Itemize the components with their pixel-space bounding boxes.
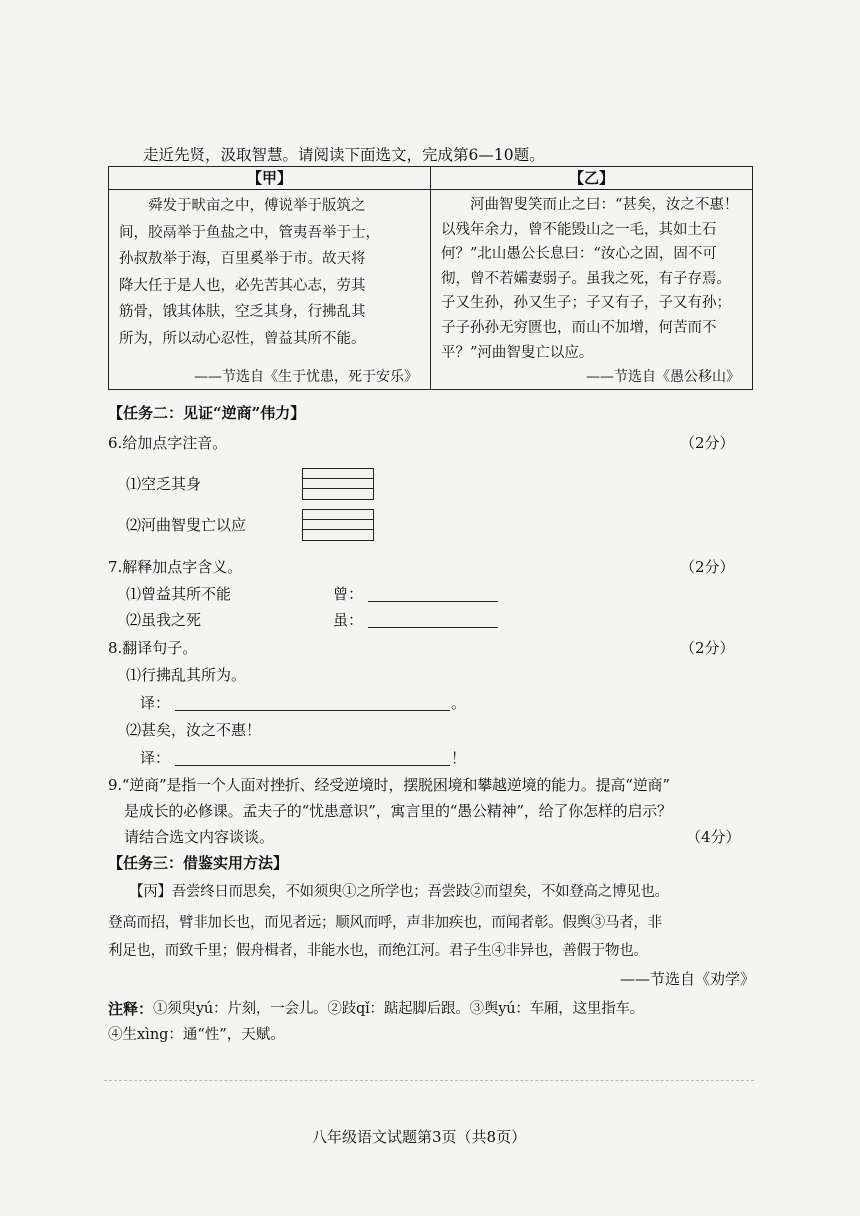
notes-line-1: ①须臾yú：片刻，一会儿。②跂qǐ：踮起脚后跟。③舆yú：车厢，这里指车。 bbox=[153, 1001, 645, 1017]
q8-answer-line-2[interactable] bbox=[175, 765, 450, 766]
q9-line-3: 请结合选文内容谈谈。 bbox=[124, 828, 275, 846]
passage-yi-line: 以残年余力，曾不能毁山之一毛，其如土石 bbox=[441, 221, 717, 238]
passage-yi-line: 彻，曾不若孀妻弱子。虽我之死，有子存焉。 bbox=[441, 270, 731, 287]
passage-jia-line: 孙叔敖举于海，百里奚举于市。故天将 bbox=[119, 251, 366, 268]
q7-label-1: 曾： bbox=[333, 585, 364, 603]
q9-line-2: 是成长的必修课。孟夫子的“忧患意识”，寓言里的“愚公精神”，给了你怎样的启示？ bbox=[124, 802, 672, 820]
q9-line-1: 9.“逆商”是指一个人面对挫折、经受逆境时，摆脱困境和攀越逆境的能力。提高“逆商” bbox=[108, 776, 670, 794]
passage-jia-source: ——节选自《生于忧患，死于安乐》 bbox=[194, 369, 418, 385]
page-footer: 八年级语文试题第3页（共8页） bbox=[312, 1128, 527, 1146]
q8-label-1: 译： bbox=[140, 694, 171, 712]
notes-line-2: ④生xìng：通“性”，天赋。 bbox=[108, 1027, 285, 1043]
passage-jia-line: 降大任于是人也，必先苦其心志，劳其 bbox=[119, 277, 366, 294]
divider bbox=[104, 1080, 754, 1081]
q8-end-1: 。 bbox=[451, 694, 467, 712]
passage-yi-line: 平？”河曲智叟亡以应。 bbox=[441, 344, 594, 361]
passage-yi bbox=[430, 167, 752, 389]
q8-answer-line-1[interactable] bbox=[175, 710, 450, 711]
passage-yi-heading: 【乙】 bbox=[431, 167, 752, 190]
passage-jia-body bbox=[109, 190, 430, 353]
passage-jia-line: 舜发于畎亩之中，傅说举于版筑之 bbox=[119, 198, 366, 214]
passage-bing-line: 登高而招，臂非加长也，而见者远；顺风而呼，声非加疾也，而闻者彰。假舆③马者，非 bbox=[108, 915, 662, 931]
q7-item-1: ⑴曾益其所不能 bbox=[126, 585, 232, 603]
q8-stem: 8.翻译句子。 bbox=[108, 639, 198, 657]
passage-yi-line: 何？”北山愚公长息曰：“汝心之固，固不可 bbox=[441, 246, 717, 263]
q8-score: （2分） bbox=[680, 639, 735, 657]
q7-label-2: 虽： bbox=[333, 611, 364, 629]
passage-jia-line: 间，胶鬲举于鱼盐之中，管夷吾举于士， bbox=[119, 224, 380, 241]
passage-jia-heading: 【甲】 bbox=[109, 167, 430, 190]
passage-jia-line: 筋骨，饿其体肤，空乏其身，行拂乱其 bbox=[119, 304, 366, 321]
passage-yi-line: 子子孙孙无穷匮也，而山不加增，何苦而不 bbox=[441, 319, 717, 336]
q7-item-2: ⑵虽我之死 bbox=[126, 611, 202, 629]
q6-answer-box-2[interactable] bbox=[302, 509, 374, 541]
q8-end-2: ！ bbox=[451, 749, 467, 767]
q6-score: （2分） bbox=[680, 434, 735, 452]
q6-item-1: ⑴空乏其身 bbox=[126, 475, 202, 493]
passage-bing-source: ——节选自《劝学》 bbox=[620, 970, 756, 988]
q8-item-2: ⑵甚矣，汝之不惠！ bbox=[126, 721, 262, 739]
q6-stem: 6.给加点字注音。 bbox=[108, 434, 228, 452]
passage-bing-line: 利足也，而致千里；假舟楫者，非能水也，而绝江河。君子生④非异也，善假于物也。 bbox=[108, 943, 648, 959]
task-three-heading: 【任务三：借鉴实用方法】 bbox=[108, 854, 289, 872]
notes-label: 注释： bbox=[108, 1000, 154, 1018]
passage-yi-body bbox=[431, 190, 752, 365]
passage-jia bbox=[109, 167, 430, 389]
q6-answer-box-1[interactable] bbox=[302, 468, 374, 500]
passage-bing-line: 【丙】吾尝终日而思矣，不如须臾①之所学也；吾尝跂②而望矣，不如登高之博见也。 bbox=[108, 884, 669, 900]
q8-label-2: 译： bbox=[140, 749, 171, 767]
passage-yi-line: 河曲智叟笑而止之曰：“甚矣，汝之不惠！ bbox=[441, 197, 739, 213]
q7-stem: 7.解释加点字含义。 bbox=[108, 558, 243, 576]
passage-jia-line: 所为，所以动心忍性，曾益其所不能。 bbox=[119, 330, 366, 347]
q8-item-1: ⑴行拂乱其所为。 bbox=[126, 666, 247, 684]
task-two-heading: 【任务二：见证“逆商”伟力】 bbox=[108, 404, 306, 422]
q6-item-2: ⑵河曲智叟亡以应 bbox=[126, 516, 247, 534]
q7-answer-line-1[interactable] bbox=[368, 601, 498, 602]
reading-intro: 走近先贤，汲取智慧。请阅读下面选文，完成第6—10题。 bbox=[143, 146, 545, 164]
passage-yi-source: ——节选自《愚公移山》 bbox=[586, 369, 740, 385]
q7-score: （2分） bbox=[680, 558, 735, 576]
q9-score: （4分） bbox=[686, 828, 741, 846]
passage-yi-line: 子又生孙，孙又生子；子又有子，子又有孙； bbox=[441, 295, 731, 312]
passage-table bbox=[108, 166, 753, 390]
q7-answer-line-2[interactable] bbox=[368, 627, 498, 628]
